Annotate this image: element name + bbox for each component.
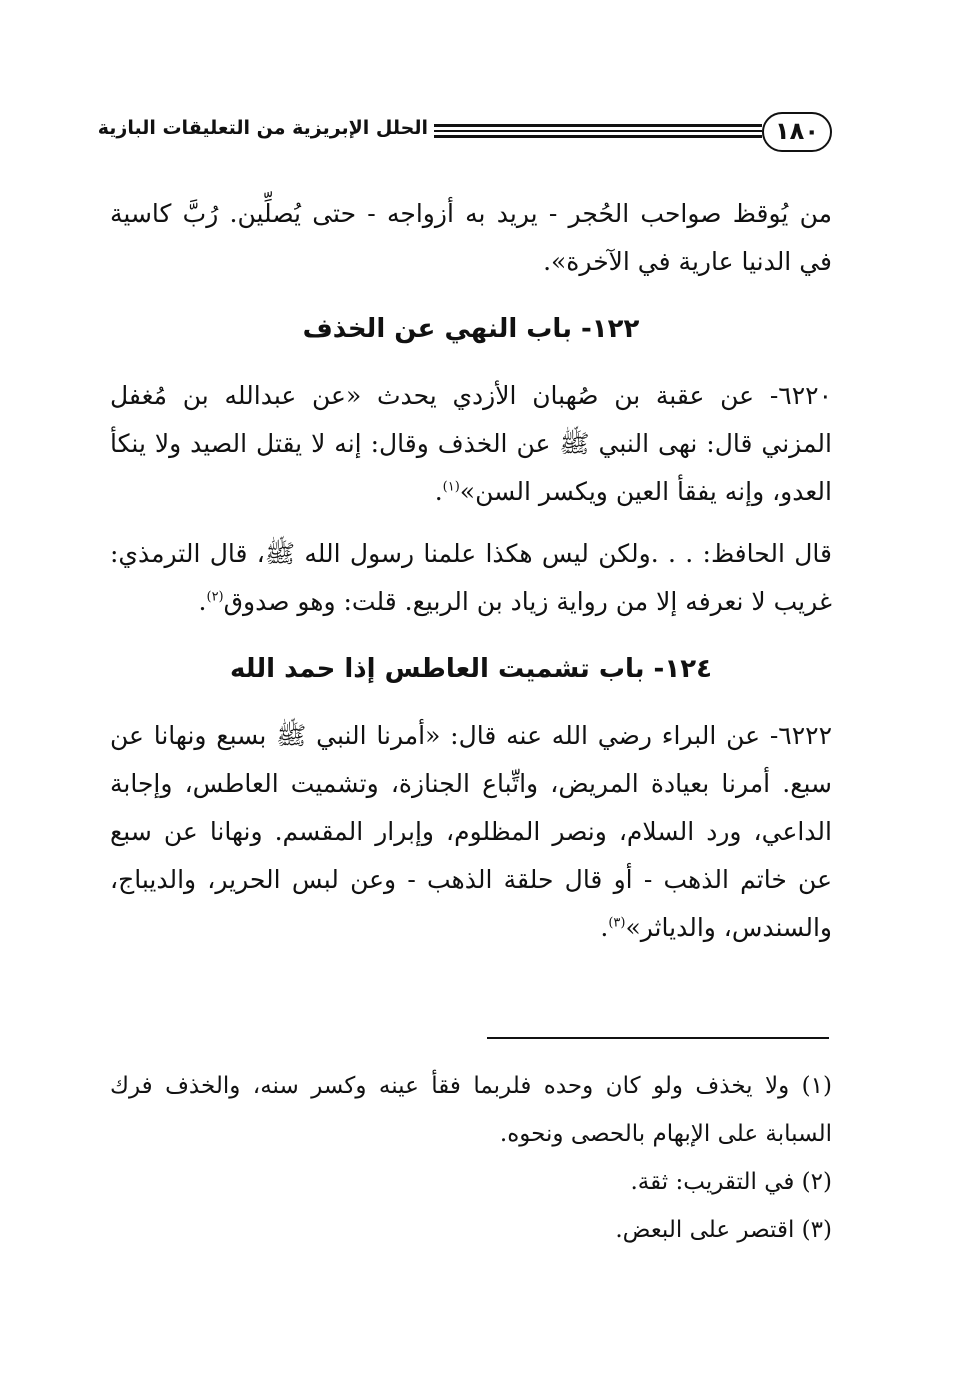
footnote-ref: (١) <box>442 479 460 495</box>
section-heading-122: ١٢٢- باب النهي عن الخذف <box>302 314 640 344</box>
book-title: الحلل الإبريزية من التعليقات البازية <box>97 117 428 139</box>
footnote-ref: (٢) <box>206 589 224 605</box>
footnote-ref: (٣) <box>608 915 626 931</box>
header-rule <box>434 124 762 138</box>
section-heading-124: ١٢٤- باب تشميت العاطس إذا حمد الله <box>230 654 712 684</box>
page-header <box>97 112 832 158</box>
hadith-text: ٦٢٢٢- عن البراء رضي الله عنه قال: «أمرنا النبي ﷺ بسبع ونهانا عن سبع. أمرنا بعيادة المريض، واتِّباع الجنازة، وتشميت العاطس، وإجابة الداعي، ورد السلام، ونصر المظلوم، وإبرار المقسم. ونهانا عن سبع عن خاتم الذهب - أو قال حلقة الذهب - وعن لبس الحرير، والديباج، والسندس، والدياثر» <box>110 721 832 942</box>
header-rule-line <box>434 135 762 138</box>
hadith-6220 <box>110 372 832 516</box>
hadith-end: . <box>434 477 443 506</box>
intro-text: من يُوقظ صواحب الحُجر - يريد به أزواجه - حتى يُصلِّين. رُبَّ كاسية في الدنيا عارية في الآخرة». <box>110 199 832 276</box>
intro-paragraph <box>110 190 832 286</box>
comment-text: قال الحافظ: . . .ولكن ليس هكذا علمنا رسول الله ﷺ، قال الترمذي: غريب لا نعرفه إلا من رواية زياد بن الربيع. قلت: وهو صدوق <box>110 539 832 616</box>
hadith-text: ٦٢٢٠- عن عقبة بن صُهبان الأزدي يحدث «عن عبدالله بن مُغفل المزني قال: نهى النبي ﷺ عن الخذف وقال: إنه لا يقتل الصيد ولا ينكأ العدو، وإنه يفقأ العين ويكسر السن» <box>110 381 832 506</box>
footnote-separator <box>487 1037 829 1039</box>
footnote-3: (٣) اقتصر على البعض. <box>615 1217 832 1243</box>
footnote-2: (٢) في التقريب: ثقة. <box>630 1169 832 1195</box>
page-number: ١٨٠ <box>762 112 832 152</box>
header-rule-line <box>434 130 762 132</box>
hafiz-comment <box>110 530 832 626</box>
hadith-end: . <box>600 913 609 942</box>
hadith-6222 <box>110 712 832 952</box>
footnotes <box>110 1062 832 1254</box>
header-rule-line <box>434 124 762 127</box>
footnote-1: (١) ولا يخذف ولو كان وحده فلربما فقأ عينه وكسر سنه، والخذف فرك السبابة على الإبهام بالحصى ونحوه. <box>110 1073 832 1147</box>
comment-end: . <box>198 587 207 616</box>
